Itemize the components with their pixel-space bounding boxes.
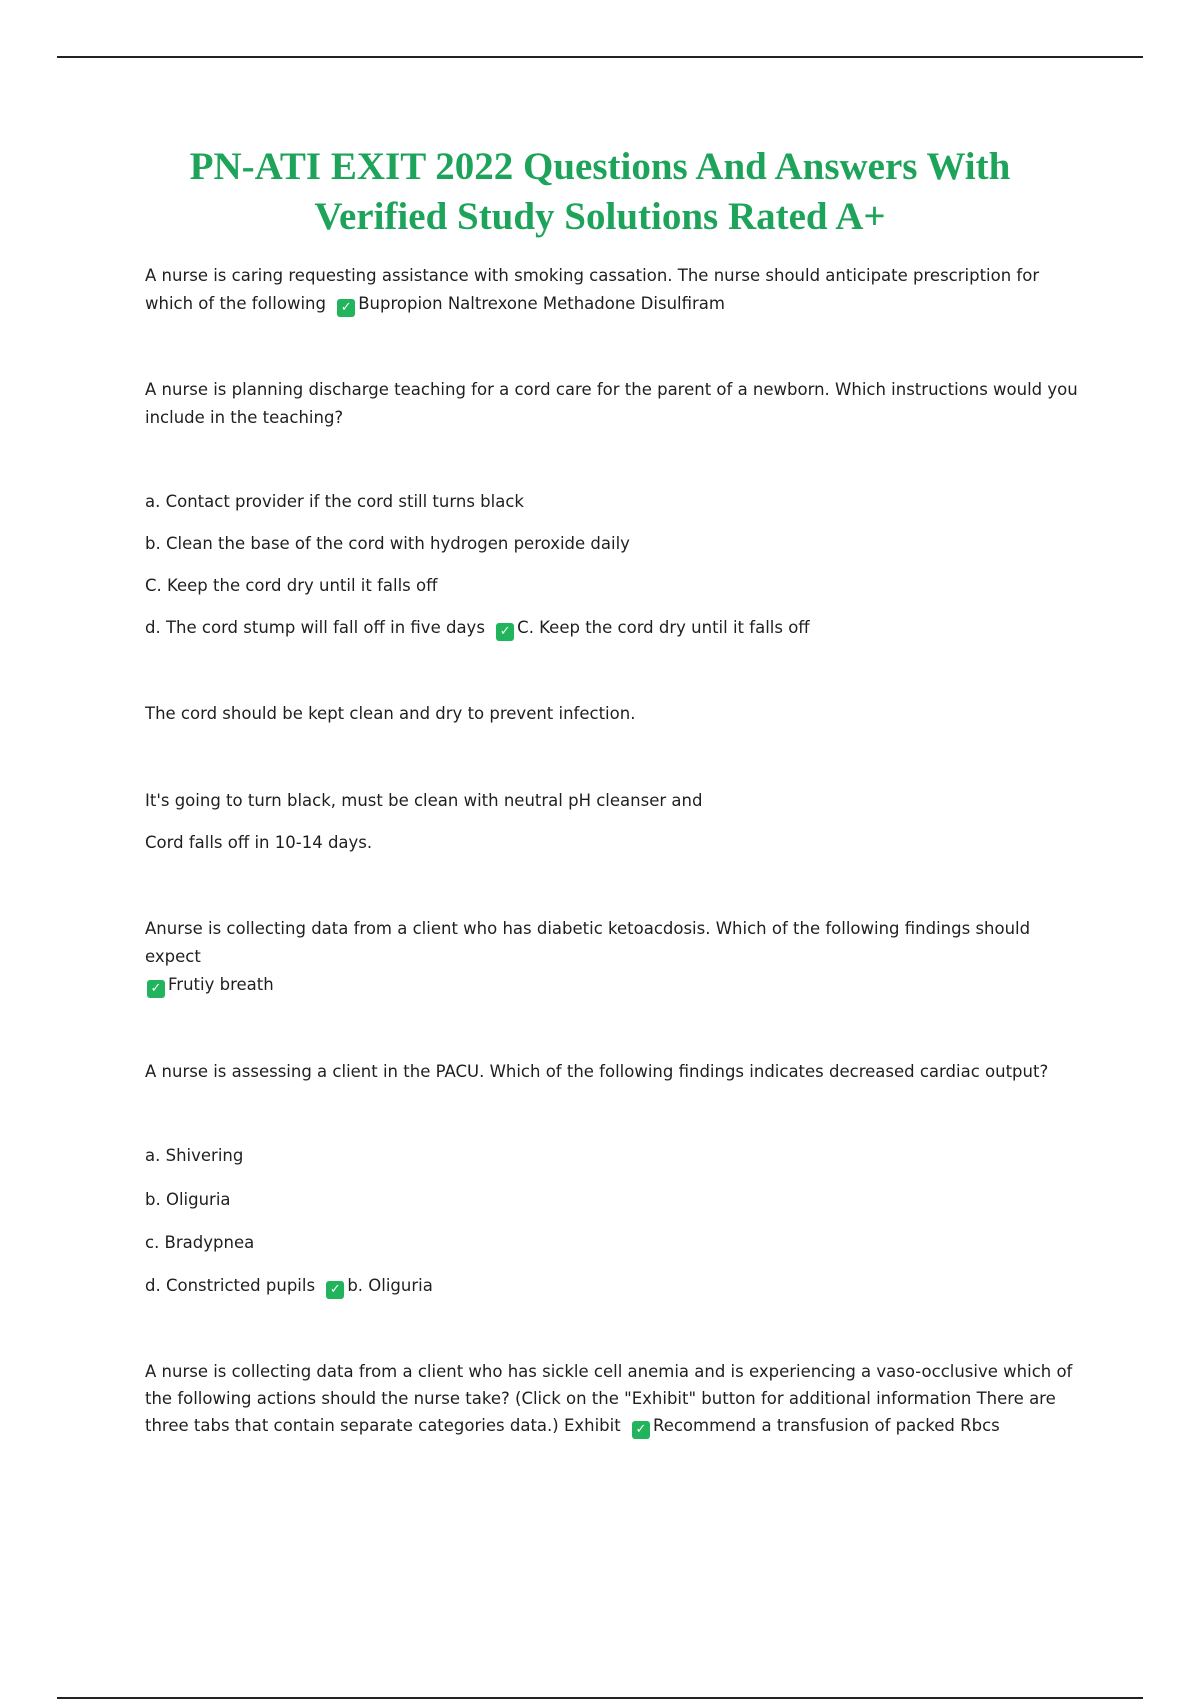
check-icon: ✓	[337, 299, 355, 317]
check-icon: ✓	[147, 980, 165, 998]
title-line-2: Verified Study Solutions Rated A+	[314, 195, 886, 238]
rationale-2-line-2: It's going to turn black, must be clean with neutral pH cleanser and	[145, 791, 703, 810]
option-4d: d. Constricted pupils	[145, 1276, 316, 1295]
document-title	[100, 142, 1100, 242]
question-4-text: A nurse is assessing a client in the PACU. Which of the following findings indicates decreased cardiac output?	[145, 1062, 1049, 1081]
question-2-text: A nurse is planning discharge teaching for a cord care for the parent of a newborn. Which instructions would you include in the teaching?	[145, 380, 1078, 427]
check-icon: ✓	[326, 1281, 344, 1299]
rationale-2-line-1: The cord should be kept clean and dry to prevent infection.	[145, 704, 636, 723]
option-4a: a. Shivering	[145, 1146, 244, 1165]
option-2a: a. Contact provider if the cord still turns black	[145, 492, 524, 511]
option-2d: d. The cord stump will fall off in five days	[145, 618, 485, 637]
question-3-text: Anurse is collecting data from a client who has diabetic ketoacdosis. Which of the following findings should expect	[145, 919, 1031, 966]
option-4c: c. Bradypnea	[145, 1233, 255, 1252]
question-1	[145, 262, 1080, 318]
answer-3: Frutiy breath	[168, 975, 274, 994]
bottom-rule	[57, 1697, 1143, 1699]
question-5-text: A nurse is collecting data from a client who has sickle cell anemia and is experiencing a vaso-occlusive which of the following actions should the nurse take? (Click on the "Exhibit" button for additional information There are three tabs that contain separate categories data.) Exhibit	[145, 1362, 1073, 1435]
question-5	[145, 1358, 1080, 1439]
option-4d-with-answer	[145, 1272, 1080, 1300]
rationale-2-line-3: Cord falls off in 10-14 days.	[145, 833, 373, 852]
check-icon: ✓	[496, 623, 514, 641]
question-3	[145, 915, 1080, 999]
top-rule	[57, 56, 1143, 58]
question-1-text: A nurse is caring requesting assistance with smoking cassation. The nurse should anticipate prescription for which of the following	[145, 266, 1040, 313]
title-line-1: PN-ATI EXIT 2022 Questions And Answers With	[189, 145, 1011, 188]
option-2c: C. Keep the cord dry until it falls off	[145, 576, 438, 595]
answer-1: Bupropion Naltrexone Methadone Disulfiram	[358, 294, 725, 313]
option-2d-with-answer	[145, 614, 1080, 642]
qa-content	[145, 262, 1080, 1439]
check-icon: ✓	[632, 1421, 650, 1439]
answer-2: C. Keep the cord dry until it falls off	[517, 618, 810, 637]
option-4b: b. Oliguria	[145, 1190, 231, 1209]
answer-4: b. Oliguria	[347, 1276, 433, 1295]
option-2b: b. Clean the base of the cord with hydrogen peroxide daily	[145, 534, 630, 553]
answer-5: Recommend a transfusion of packed Rbcs	[652, 1416, 1000, 1435]
